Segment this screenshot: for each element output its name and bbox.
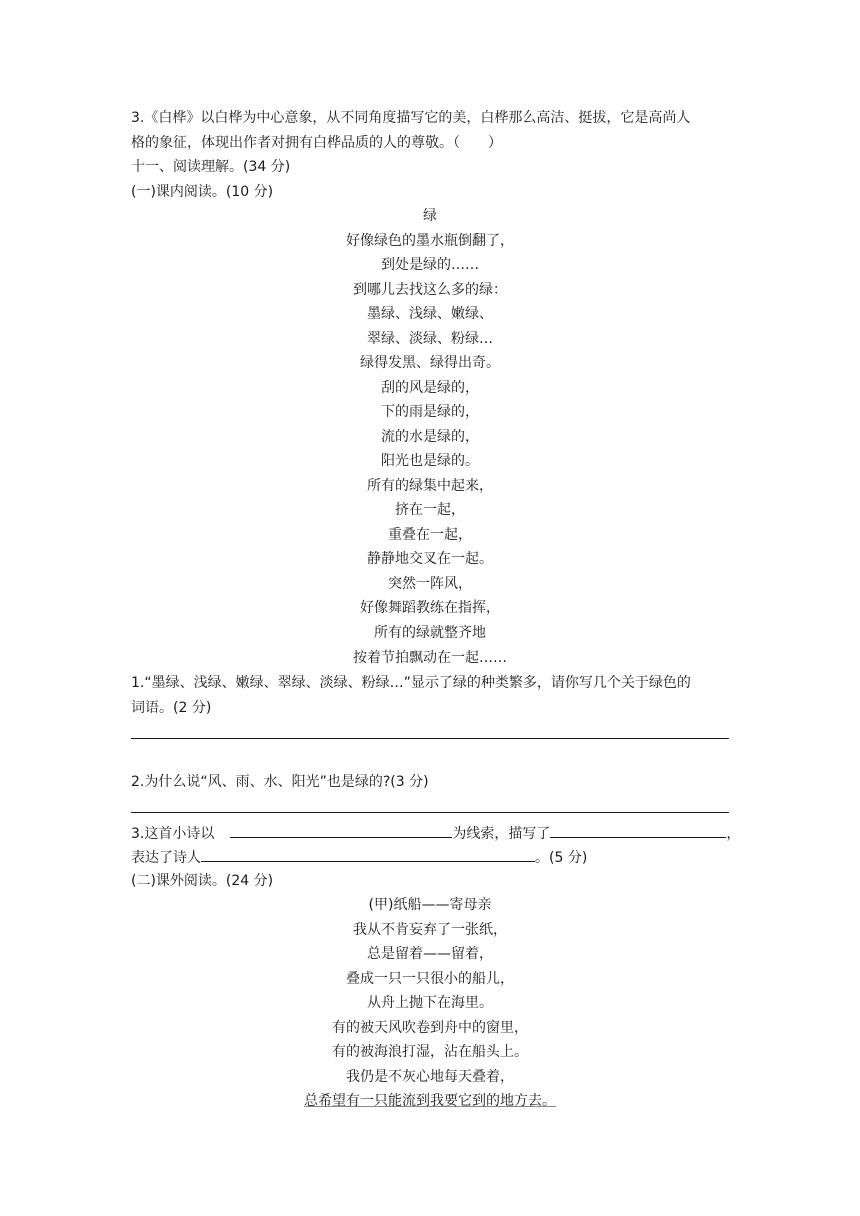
poem-title: 绿 (423, 208, 437, 224)
poem-line: 重叠在一起， (388, 527, 472, 543)
poem-line: 绿得发黑、绿得出奇。 (360, 355, 500, 371)
question-3-middle: 为线索，描写了 (452, 826, 551, 842)
question-3-line2-prefix: 表达了诗人 (131, 850, 201, 866)
part-one-heading: (一)课内阅读。(10 分) (131, 184, 274, 200)
poem-line: 到处是绿的…… (381, 257, 479, 273)
answer-blank-described[interactable] (550, 822, 726, 838)
question-3-line-1 (131, 822, 740, 844)
poem-line: 我仍是不灰心地每天叠着， (346, 1069, 514, 1085)
poem-line: 有的被天风吹卷到舟中的窗里， (332, 1020, 528, 1036)
poem-line: 静静地交叉在一起。 (367, 551, 493, 567)
true-false-question-line-2: 格的象征，体现出作者对拥有白桦品质的人的尊敬。（ ） (131, 135, 502, 151)
part-two-heading: (二)课外阅读。(24 分) (131, 873, 274, 889)
poem-line: 好像绿色的墨水瓶倒翻了， (346, 233, 514, 249)
poem-line: 按着节拍飘动在一起…… (353, 650, 507, 666)
poem-line: 下的雨是绿的， (381, 404, 479, 420)
poem-line: 好像舞蹈教练在指挥， (360, 600, 500, 616)
answer-line-q2[interactable] (131, 812, 729, 813)
poem-line: 所有的绿集中起来， (367, 478, 493, 494)
poem-boat-title: (甲)纸船——寄母亲 (368, 897, 492, 913)
poem-line (0, 1091, 860, 1111)
question-1-line-1: 1.“墨绿、浅绿、嫩绿、翠绿、淡绿、粉绿…”显示了绿的种类繁多，请你写几个关于绿色的 (131, 675, 691, 691)
question-3-prefix: 3.这首小诗以 (131, 826, 215, 842)
poem-line: 突然一阵风， (388, 576, 472, 592)
answer-blank-expressed[interactable] (201, 846, 535, 862)
poem-line: 总是留着——留着， (367, 946, 493, 962)
poem-line: 墨绿、浅绿、嫩绿、 (367, 306, 493, 322)
answer-line-q1[interactable] (131, 738, 729, 739)
true-false-question-line-1: 3.《白桦》以白桦为中心意象，从不同角度描写它的美，白桦那么高洁、挺拔，它是高尚人 (131, 110, 691, 126)
poem-line: 有的被海浪打湿，沾在船头上。 (332, 1044, 528, 1060)
poem-line: 刮的风是绿的， (381, 380, 479, 396)
poem-line: 翠绿、淡绿、粉绿… (367, 331, 493, 347)
poem-line: 挤在一起， (395, 502, 465, 518)
answer-blank-clue[interactable] (230, 822, 452, 838)
question-2: 2.为什么说“风、雨、水、阳光”也是绿的?(3 分) (131, 774, 429, 790)
poem-line: 流的水是绿的， (381, 429, 479, 445)
poem-line: 到哪儿去找这么多的绿： (353, 282, 507, 298)
poem-line: 从舟上抛下在海里。 (367, 995, 493, 1011)
poem-line: 阳光也是绿的。 (381, 453, 479, 469)
poem-line: 所有的绿就整齐地 (374, 625, 486, 641)
poem-line-underlined: 总希望有一只能流到我要它到的地方去。 (304, 1093, 556, 1109)
poem-line: 叠成一只一只很小的船儿， (346, 971, 514, 987)
question-3-line2-suffix: 。(5 分) (535, 850, 588, 866)
question-3-line-2 (131, 846, 587, 868)
poem-line: 我从不肯妄弃了一张纸， (353, 922, 507, 938)
question-1-line-2: 词语。(2 分) (131, 700, 212, 716)
question-3-comma: ， (726, 826, 741, 842)
section-heading: 十一、阅读理解。(34 分) (131, 159, 291, 175)
